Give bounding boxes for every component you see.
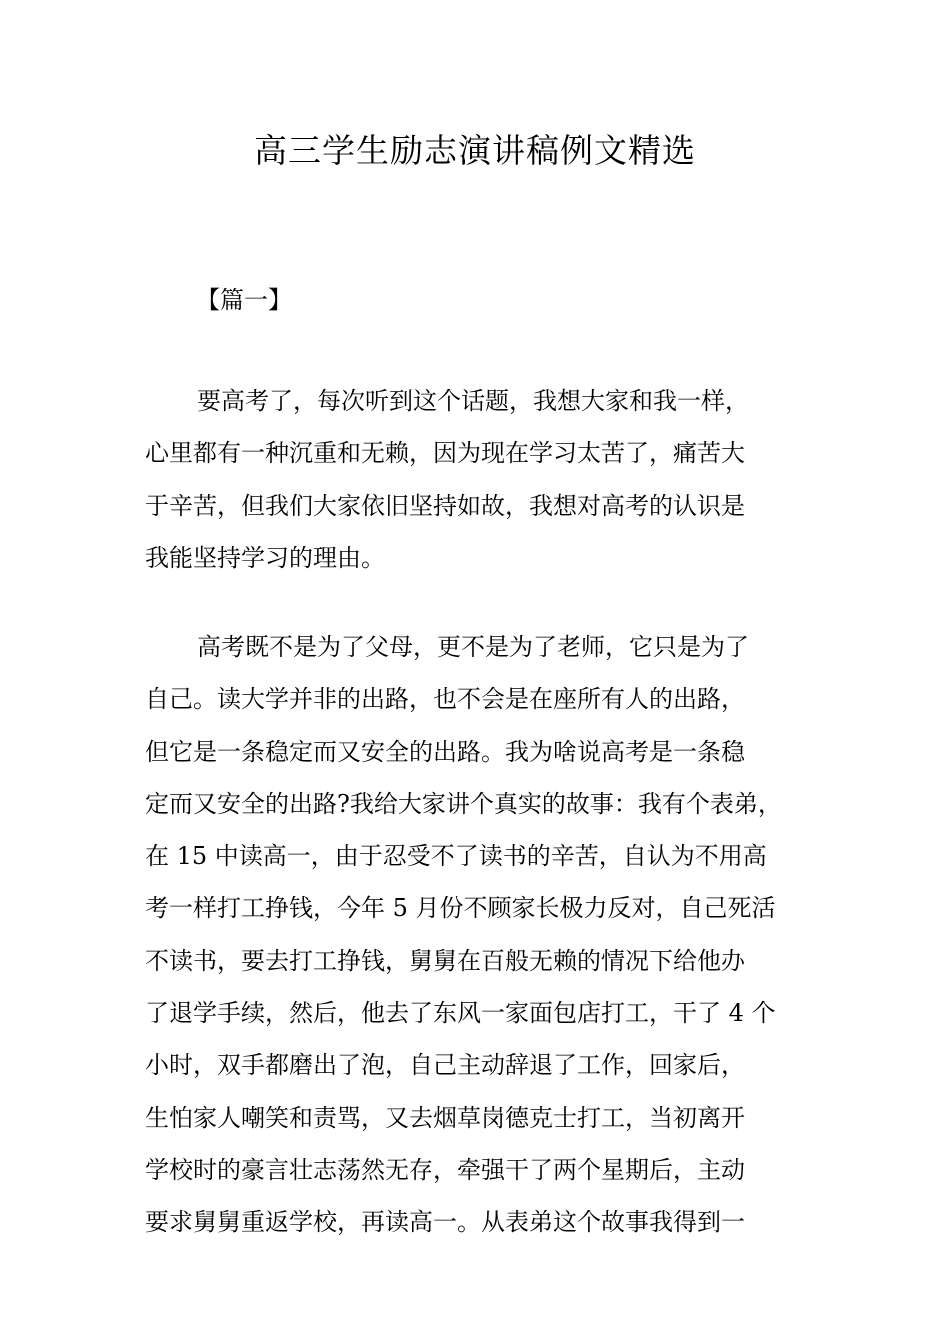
paragraph-line: 学校时的豪言壮志荡然无存，牵强干了两个星期后，主动	[145, 1155, 745, 1184]
paragraph-line: 考一样打工挣钱，今年 5 月份不顾家长极力反对，自己死活	[145, 894, 776, 923]
paragraph-line: 于辛苦，但我们大家依旧坚持如故，我想对高考的认识是	[145, 491, 745, 520]
paragraph-line: 要求舅舅重返学校，再读高一。从表弟这个故事我得到一	[145, 1208, 745, 1237]
paragraph-line: 心里都有一种沉重和无赖，因为现在学习太苦了，痛苦大	[145, 439, 745, 468]
paragraph-line: 小时，双手都磨出了泡，自己主动辞退了工作，回家后，	[145, 1051, 745, 1080]
paragraph-line: 我能坚持学习的理由。	[145, 543, 385, 572]
paragraph-line: 定而又安全的出路?我给大家讲个真实的故事：我有个表弟，	[145, 789, 782, 818]
paragraph-line: 自己。读大学并非的出路，也不会是在座所有人的出路，	[145, 685, 745, 714]
paragraph-line: 但它是一条稳定而又安全的出路。我为啥说高考是一条稳	[145, 737, 745, 766]
paragraph-line: 了退学手续，然后，他去了东风一家面包店打工，干了 4 个	[145, 999, 776, 1028]
paragraph-line: 生怕家人嘲笑和责骂，又去烟草岗德克士打工，当初离开	[145, 1103, 745, 1132]
paragraph-1	[145, 375, 810, 584]
paragraph-line: 要高考了，每次听到这个话题，我想大家和我一样，	[197, 387, 749, 415]
paragraph-2	[145, 621, 810, 1249]
document-title: 高三学生励志演讲稿例文精选	[254, 131, 696, 170]
section-heading: 【篇一】	[196, 286, 292, 314]
paragraph-line: 不读书，要去打工挣钱，舅舅在百般无赖的情况下给他办	[145, 946, 745, 975]
paragraph-line: 高考既不是为了父母，更不是为了老师，它只是为了	[197, 633, 749, 661]
paragraph-line: 在 15 中读高一，由于忍受不了读书的辛苦，自认为不用高	[145, 842, 767, 871]
